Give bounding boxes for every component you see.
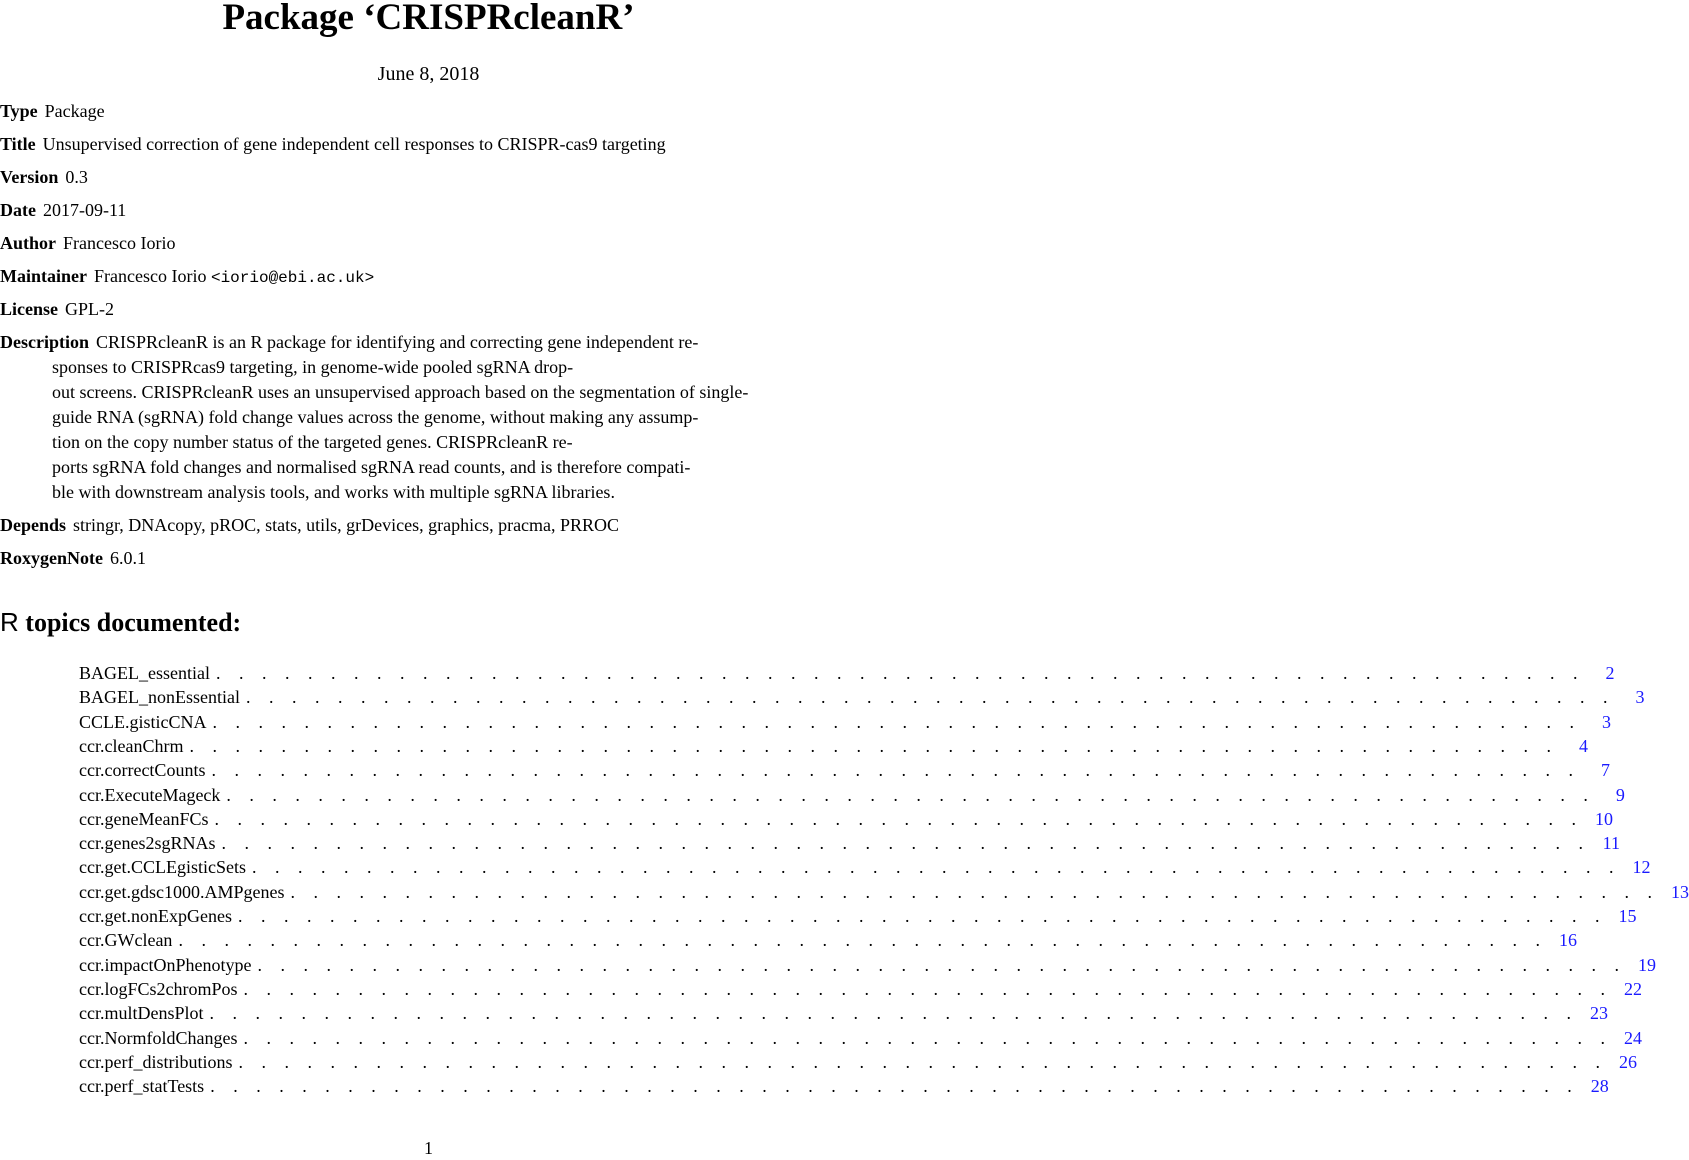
toc-entry[interactable] — [79, 904, 1637, 928]
toc-page-link[interactable]: 15 — [1618, 906, 1637, 926]
toc-entry-name: ccr.get.CCLEgisticSets — [79, 857, 246, 878]
toc-entry-name: BAGEL_nonEssential — [79, 687, 240, 708]
field-date — [0, 198, 126, 222]
toc-leader-dots: . . . . . . . . . . . . . . . . . . . . . . . . . . . . . . . . . . . . . . . . . . . . . . . . . . . . . . . . . . . . — [209, 1003, 1578, 1024]
toc-entry[interactable] — [79, 661, 1615, 685]
field-label: License — [0, 299, 58, 319]
toc-entry[interactable] — [79, 1050, 1637, 1074]
toc-leader-dots: . . . . . . . . . . . . . . . . . . . . . . . . . . . . . . . . . . . . . . . . . . . . . . . . . . . . . . . . . . . . — [238, 1051, 1607, 1072]
toc-leader-dots: . . . . . . . . . . . . . . . . . . . . . . . . . . . . . . . . . . . . . . . . . . . . . . . . . . . . . . . . . . . . — [243, 978, 1613, 999]
toc-entry[interactable] — [79, 710, 1612, 734]
toc-entry[interactable] — [79, 953, 1656, 977]
toc-entry[interactable] — [79, 928, 1577, 952]
toc-entry-name: ccr.perf_statTests — [79, 1076, 205, 1097]
package-title: Package ‘CRISPRcleanR’ — [222, 0, 635, 38]
description-line: sponses to CRISPRcas9 targeting, in genome-wide pooled sgRNA drop- — [52, 357, 574, 377]
toc-entry[interactable] — [79, 977, 1643, 1001]
toc-leader-dots: . . . . . . . . . . . . . . . . . . . . . . . . . . . . . . . . . . . . . . . . . . . . . . . . . . . . . . . . . . . . — [178, 930, 1547, 951]
toc-entry-name: ccr.logFCs2chromPos — [79, 978, 238, 999]
toc-entry[interactable] — [79, 1001, 1608, 1025]
field-type — [0, 99, 105, 123]
toc-entry[interactable] — [79, 855, 1651, 879]
r-logo-glyph: R — [0, 607, 19, 637]
toc-leader-dots: . . . . . . . . . . . . . . . . . . . . . . . . . . . . . . . . . . . . . . . . . . . . . . . . . . . . . . . . . . . . — [211, 760, 1580, 781]
package-date: June 8, 2018 — [377, 63, 480, 85]
toc-entry[interactable] — [79, 685, 1645, 709]
toc-page-link[interactable]: 9 — [1615, 784, 1625, 805]
field-value: 0.3 — [65, 167, 88, 187]
toc-entry[interactable] — [79, 734, 1588, 758]
toc-leader-dots: . . . . . . . . . . . . . . . . . . . . . . . . . . . . . . . . . . . . . . . . . . . . . . . . . . . . . . . . . . . . — [290, 881, 1659, 902]
toc-page-link[interactable]: 23 — [1590, 1003, 1608, 1024]
field-label: RoxygenNote — [0, 548, 103, 568]
toc-leader-dots: . . . . . . . . . . . . . . . . . . . . . . . . . . . . . . . . . . . . . . . . . . . . . . . . . . . . . . . . . . . . — [221, 833, 1590, 854]
toc-entry-name: ccr.ExecuteMageck — [79, 784, 221, 805]
toc-page-link[interactable]: 3 — [1602, 711, 1612, 732]
field-label: Date — [0, 200, 36, 220]
toc-entry-name: ccr.cleanChrm — [79, 735, 184, 756]
field-label: Description — [0, 332, 89, 352]
toc-leader-dots: . . . . . . . . . . . . . . . . . . . . . . . . . . . . . . . . . . . . . . . . . . . . . . . . . . . . . . . . . . . . — [226, 784, 1595, 805]
field-label: Maintainer — [0, 266, 87, 286]
toc-entry-name: ccr.multDensPlot — [79, 1003, 204, 1024]
toc-entry-name: BAGEL_essential — [79, 663, 210, 683]
description-line: ble with downstream analysis tools, and works with multiple sgRNA libraries. — [52, 482, 615, 502]
toc-entry-name: ccr.get.nonExpGenes — [79, 906, 232, 926]
toc-leader-dots: . . . . . . . . . . . . . . . . . . . . . . . . . . . . . . . . . . . . . . . . . . . . . . . . . . . . . . . . . . . . — [237, 906, 1607, 926]
toc-page-link[interactable]: 10 — [1594, 808, 1613, 829]
toc-page-link[interactable]: 4 — [1578, 735, 1588, 756]
field-value: Unsupervised correction of gene independent cell responses to CRISPR-cas9 targeting — [42, 134, 666, 154]
toc-page-link[interactable]: 7 — [1600, 760, 1610, 781]
toc-entry-name: ccr.GWclean — [79, 930, 173, 951]
toc-page-link[interactable]: 2 — [1605, 663, 1615, 683]
toc-leader-dots: . . . . . . . . . . . . . . . . . . . . . . . . . . . . . . . . . . . . . . . . . . . . . . . . . . . . . . . . . . . . — [215, 663, 1585, 683]
toc-page-link[interactable]: 13 — [1670, 881, 1689, 902]
field-maintainer — [0, 264, 374, 290]
toc-entry[interactable] — [79, 1074, 1609, 1098]
toc-entry-name: ccr.correctCounts — [79, 760, 206, 781]
toc-entry-name: ccr.get.gdsc1000.AMPgenes — [79, 881, 285, 902]
field-title — [0, 132, 666, 156]
toc-entry-name: ccr.impactOnPhenotype — [79, 954, 252, 975]
field-value: Package — [44, 101, 105, 121]
toc-page-link[interactable]: 22 — [1624, 978, 1643, 999]
toc-leader-dots: . . . . . . . . . . . . . . . . . . . . . . . . . . . . . . . . . . . . . . . . . . . . . . . . . . . . . . . . . . . . — [251, 857, 1621, 878]
field-value: Francesco Iorio — [63, 233, 176, 253]
toc-leader-dots: . . . . . . . . . . . . . . . . . . . . . . . . . . . . . . . . . . . . . . . . . . . . . . . . . . . . . . . . . . . . — [214, 808, 1583, 829]
field-label: Title — [0, 134, 36, 154]
toc-entry[interactable] — [79, 1026, 1642, 1050]
toc-leader-dots: . . . . . . . . . . . . . . . . . . . . . . . . . . . . . . . . . . . . . . . . . . . . . . . . . . . . . . . . . . . . — [189, 735, 1558, 756]
field-value: Francesco Iorio — [94, 266, 207, 286]
toc-entry-name: ccr.NormfoldChanges — [79, 1027, 238, 1048]
field-version — [0, 165, 88, 189]
toc-entry[interactable] — [79, 831, 1620, 855]
toc-entry-name: ccr.geneMeanFCs — [79, 808, 209, 829]
toc-entry[interactable] — [79, 783, 1625, 807]
field-roxygen — [0, 546, 146, 570]
toc-page-link[interactable]: 16 — [1558, 930, 1577, 951]
toc-page-link[interactable]: 3 — [1635, 687, 1645, 708]
field-author — [0, 231, 175, 255]
field-depends — [0, 513, 619, 537]
toc-leader-dots: . . . . . . . . . . . . . . . . . . . . . . . . . . . . . . . . . . . . . . . . . . . . . . . . . . . . . . . . . . . . — [210, 1076, 1579, 1097]
toc-page-link[interactable]: 24 — [1623, 1027, 1642, 1048]
toc-entry-name: ccr.genes2sgRNAs — [79, 833, 216, 854]
field-label: Author — [0, 233, 57, 253]
toc-heading-text: topics documented: — [25, 608, 242, 637]
description-line: tion on the copy number status of the targeted genes. CRISPRcleanR re- — [52, 432, 573, 452]
field-description — [0, 330, 698, 354]
field-value: 2017-09-11 — [42, 200, 127, 220]
toc-page-link[interactable]: 19 — [1637, 954, 1656, 975]
page-number: 1 — [424, 1138, 433, 1158]
toc-leader-dots: . . . . . . . . . . . . . . . . . . . . . . . . . . . . . . . . . . . . . . . . . . . . . . . . . . . . . . . . . . . . — [212, 711, 1582, 732]
toc-page-link[interactable]: 12 — [1632, 857, 1651, 878]
toc-entry-name: ccr.perf_distributions — [79, 1051, 233, 1072]
toc-leader-dots: . . . . . . . . . . . . . . . . . . . . . . . . . . . . . . . . . . . . . . . . . . . . . . . . . . . . . . . . . . . . — [243, 1027, 1612, 1048]
toc-page-link[interactable]: 26 — [1618, 1051, 1637, 1072]
maintainer-email: <iorio@ebi.ac.uk> — [210, 269, 375, 287]
toc-page-link[interactable]: 28 — [1590, 1076, 1609, 1097]
toc-entry[interactable] — [79, 758, 1610, 782]
description-line: ports sgRNA fold changes and normalised sgRNA read counts, and is therefore compati- — [52, 457, 691, 477]
field-label: Depends — [0, 515, 67, 535]
toc-heading — [0, 604, 241, 641]
toc-leader-dots: . . . . . . . . . . . . . . . . . . . . . . . . . . . . . . . . . . . . . . . . . . . . . . . . . . . . . . . . . . . . — [257, 954, 1626, 975]
field-label: Type — [0, 101, 38, 121]
description-line: CRISPRcleanR is an R package for identifying and correcting gene independent re- — [96, 332, 699, 352]
field-label: Version — [0, 167, 59, 187]
toc-page-link[interactable]: 11 — [1602, 833, 1620, 854]
description-line: guide RNA (sgRNA) fold change values across the genome, without making any assump- — [52, 407, 699, 427]
field-license — [0, 297, 114, 321]
field-value: 6.0.1 — [109, 548, 146, 568]
toc-entry[interactable] — [79, 880, 1689, 904]
toc-entry[interactable] — [79, 807, 1613, 831]
toc-leader-dots: . . . . . . . . . . . . . . . . . . . . . . . . . . . . . . . . . . . . . . . . . . . . . . . . . . . . . . . . . . . . — [245, 687, 1615, 708]
field-value: stringr, DNAcopy, pROC, stats, utils, grDevices, graphics, pracma, PRROC — [73, 515, 620, 535]
field-value: GPL-2 — [65, 299, 114, 319]
toc-entry-name: CCLE.gisticCNA — [79, 711, 207, 732]
description-line: out screens. CRISPRcleanR uses an unsupervised approach based on the segmentation of single- — [52, 382, 749, 402]
